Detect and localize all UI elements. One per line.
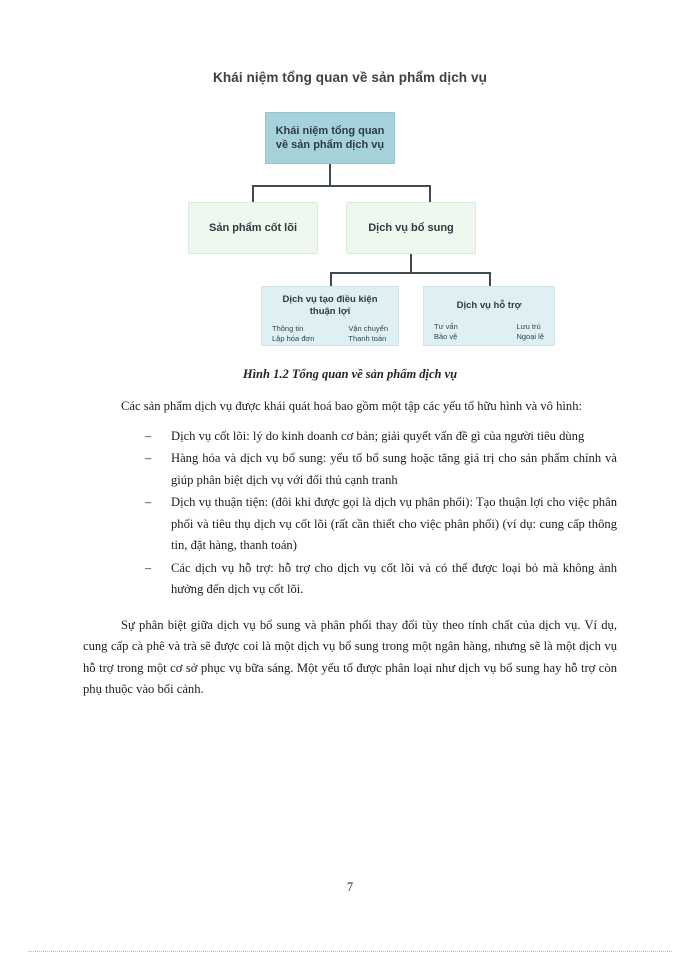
connector-level2-bar <box>252 185 430 187</box>
diagram-node-supplementary-service <box>346 202 476 254</box>
diagram-node-core-product-label: Sản phẩm cốt lõi <box>208 222 297 234</box>
bullet-marker-icon: – <box>145 428 152 443</box>
bottom-divider <box>28 951 672 953</box>
diagram-node-root-line2: về sản phẩm dịch vụ <box>275 139 385 151</box>
facilitating-sub-item-payment: Thanh toán <box>348 334 387 343</box>
list-item-text: Hàng hóa và dịch vụ bổ sung: yếu tố bổ sung hoặc tăng giá trị cho sản phẩm chính và giúp phân biệt dịch vụ với đối thủ cạnh tranh <box>171 451 617 487</box>
bullet-marker-icon: – <box>145 495 152 509</box>
diagram-node-supplementary-service-label: Dịch vụ bổ sung <box>368 222 454 234</box>
diagram-node-core-product <box>188 202 318 254</box>
connector-to-facilitating <box>330 272 332 286</box>
list-item-text: Dịch vụ thuận tiện: (đôi khi được gọi là dịch vụ phân phối): Tạo thuận lợi cho việc phân phối và tiêu thụ dịch vụ cốt lõi (rất cần thiết cho việc phân phối) (ví dụ: cung cấp thông tin, đặt hàng, thanh toán) <box>171 495 617 552</box>
list-item-text: Các dịch vụ hỗ trợ: hỗ trợ cho dịch vụ cốt lõi và có thể được loại bỏ mà không ảnh hưởng đến dịch vụ cốt lõi. <box>171 560 617 596</box>
page-number: 7 <box>346 880 354 894</box>
diagram-node-facilitating-services-line1: Dịch vụ tạo điều kiện <box>282 294 378 305</box>
figure-caption: Hình 1.2 Tổng quan về sản phẩm dịch vụ <box>242 367 458 381</box>
support-sub-item-consulting: Tư vấn <box>434 322 458 331</box>
bullet-list <box>83 426 617 601</box>
list-item <box>145 492 617 557</box>
facilitating-sub-item-transport: Vận chuyển <box>348 324 388 333</box>
support-sub-items <box>424 322 554 342</box>
diagram-node-facilitating-services-line2: thuận lợi <box>309 306 351 317</box>
diagram-node-facilitating-services <box>261 286 399 346</box>
diagram-node-support-services <box>423 286 555 346</box>
support-sub-item-lodging: Lưu trú <box>516 322 541 331</box>
diagram-node-root <box>265 112 395 164</box>
list-item <box>145 448 617 491</box>
support-sub-item-security: Bảo vệ <box>434 332 458 341</box>
body-text <box>83 396 617 705</box>
diagram-title: Khái niệm tổng quan về sản phẩm dịch vụ <box>213 70 487 85</box>
facilitating-sub-left <box>272 324 314 344</box>
connector-to-support <box>489 272 491 286</box>
support-sub-left <box>434 322 458 342</box>
bullet-marker-icon: – <box>145 451 152 465</box>
support-sub-item-exception: Ngoại lệ <box>516 332 544 341</box>
connector-root-down <box>329 164 331 186</box>
bullet-marker-icon: – <box>145 560 152 575</box>
diagram-node-root-line1: Khái niệm tổng quan <box>275 125 385 137</box>
connector-to-supplementary <box>429 185 431 202</box>
list-item-text: Dịch vụ cốt lõi: lý do kinh doanh cơ bản; giải quyết vấn đề gì của người tiêu dùng <box>171 428 585 443</box>
diagram-node-support-services-line1: Dịch vụ hỗ trợ <box>456 300 522 311</box>
facilitating-sub-right <box>348 324 388 344</box>
org-chart-diagram <box>0 62 700 362</box>
connector-level3-bar <box>330 272 490 274</box>
closing-paragraph: Sự phân biệt giữa dịch vụ bổ sung và phân phối thay đổi tùy theo tính chất của dịch vụ. Ví dụ, cung cấp cà phê và trà sẽ được coi là một dịch vụ bổ sung trong một ngân hàng, nhưng sẽ là một dịch vụ hỗ trợ trong một cơ sở phục vụ bữa sáng. Một yếu tố được phân loại như dịch vụ bổ sung hay hỗ trợ còn phụ thuộc vào bối cảnh. <box>83 617 617 696</box>
connector-to-core <box>252 185 254 202</box>
facilitating-sub-items <box>262 324 398 344</box>
intro-paragraph: Các sản phẩm dịch vụ được khái quát hoá bao gồm một tập các yếu tố hữu hình và vô hình: <box>121 399 582 413</box>
facilitating-sub-item-invoice: Lập hóa đơn <box>272 334 315 343</box>
support-sub-right <box>516 322 544 342</box>
list-item <box>145 426 617 448</box>
list-item <box>145 558 617 601</box>
connector-supplementary-down <box>410 254 412 273</box>
facilitating-sub-item-info: Thông tin <box>272 324 304 333</box>
